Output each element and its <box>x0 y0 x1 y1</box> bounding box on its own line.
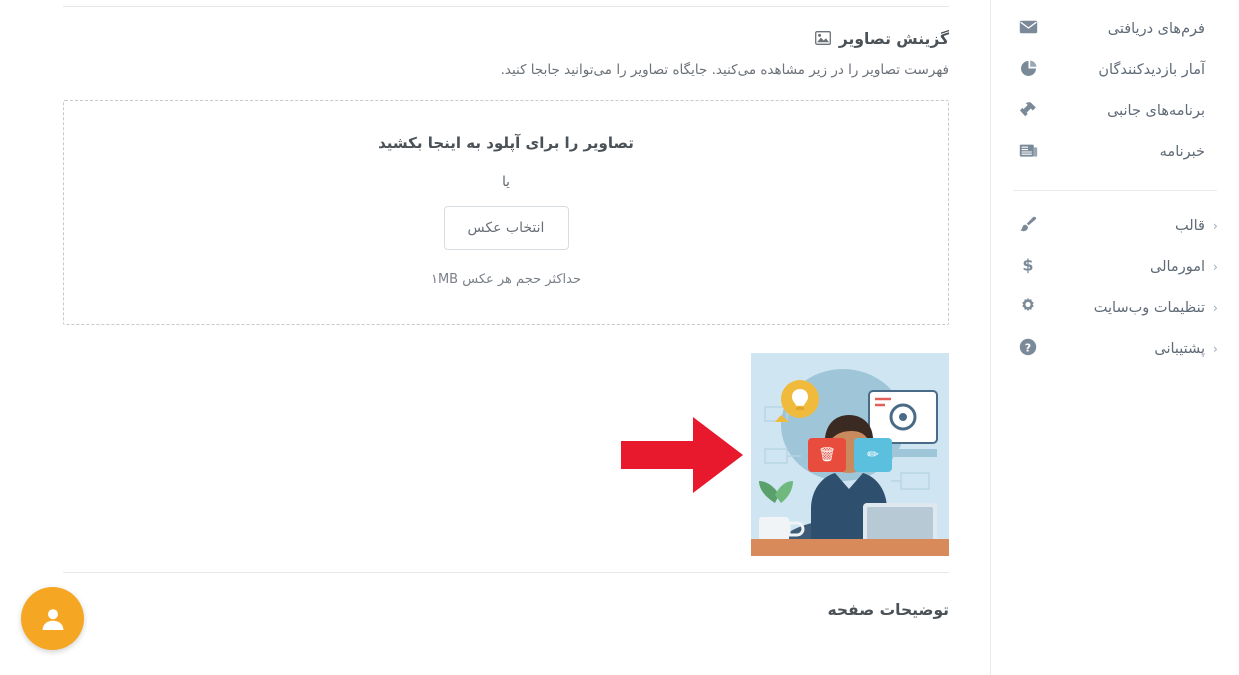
trash-icon: 🗑 <box>818 446 836 462</box>
sidebar-item-template[interactable] <box>991 205 1239 246</box>
top-divider <box>63 6 949 7</box>
brush-icon <box>1011 216 1045 236</box>
image-thumbnail[interactable] <box>751 353 949 556</box>
svg-text:$: $ <box>1022 256 1034 274</box>
dropzone-title: تصاویر را برای آپلود به اینجا بکشید <box>378 134 634 152</box>
sidebar-item-label: فرم‌های دریافتی <box>1107 20 1205 37</box>
newspaper-icon <box>1011 143 1045 161</box>
page-description-title: توضیحات صفحه <box>827 601 949 619</box>
dropzone-size-hint: حداکثر حجم هر عکس ۱MB <box>430 272 582 287</box>
pie-chart-icon <box>1011 60 1045 80</box>
sidebar-group-top <box>991 8 1239 178</box>
edit-image-button[interactable] <box>854 438 892 472</box>
sidebar-divider <box>1013 190 1217 191</box>
sidebar-item-addons[interactable] <box>991 90 1239 131</box>
sidebar-item-finance[interactable] <box>991 246 1239 287</box>
plug-icon <box>1011 101 1045 120</box>
gear-icon <box>1011 297 1045 318</box>
sidebar-item-site-settings[interactable] <box>991 287 1239 328</box>
question-circle-icon <box>1011 338 1045 359</box>
chevron-left-icon: ‹ <box>1213 300 1218 315</box>
sidebar-group-bottom <box>991 205 1239 375</box>
sidebar-item-newsletter[interactable] <box>991 131 1239 172</box>
sidebar-item-received-forms[interactable] <box>991 8 1239 49</box>
svg-text:?: ? <box>1024 341 1032 355</box>
sidebar-item-support[interactable] <box>991 328 1239 369</box>
delete-image-button[interactable] <box>808 438 846 472</box>
user-icon <box>39 605 67 633</box>
content-container <box>63 0 949 619</box>
envelope-icon <box>1011 20 1045 37</box>
sidebar-item-label: خبرنامه <box>1159 143 1205 160</box>
chevron-left-icon: ‹ <box>1213 259 1218 274</box>
red-arrow-annotation-icon <box>621 415 743 495</box>
dropzone-or-label: یا <box>502 174 510 190</box>
thumbnail-action-buttons <box>808 438 892 472</box>
sidebar-item-label: آمار بازدیدکنندگان <box>1098 61 1205 78</box>
sidebar-item-label: برنامه‌های جانبی <box>1107 102 1205 119</box>
chevron-left-icon: ‹ <box>1213 341 1218 356</box>
select-image-button[interactable]: انتخاب عکس <box>444 206 569 250</box>
pencil-icon: ✏ <box>867 446 879 462</box>
gallery-description: فهرست تصاویر را در زیر مشاهده می‌کنید. جایگاه تصاویر را می‌توانید جابجا کنید. <box>500 62 949 78</box>
sidebar-item-label: قالب <box>1174 217 1205 234</box>
user-profile-fab[interactable] <box>21 587 84 650</box>
gallery-section-title <box>63 30 949 48</box>
dollar-icon <box>1011 256 1045 277</box>
bottom-divider <box>63 572 949 573</box>
image-icon <box>815 31 831 48</box>
sidebar-item-label: پشتیبانی <box>1154 340 1205 357</box>
sidebar-item-label: تنظیمات وب‌سایت <box>1093 299 1205 316</box>
sidebar <box>990 0 1239 675</box>
page-title: گزینش تصاویر <box>838 30 949 48</box>
image-dropzone[interactable] <box>63 100 949 325</box>
chevron-left-icon: ‹ <box>1213 218 1218 233</box>
sidebar-item-label: امورمالی <box>1150 258 1205 275</box>
sidebar-item-visitor-stats[interactable] <box>991 49 1239 90</box>
uploaded-images-row <box>63 353 949 558</box>
